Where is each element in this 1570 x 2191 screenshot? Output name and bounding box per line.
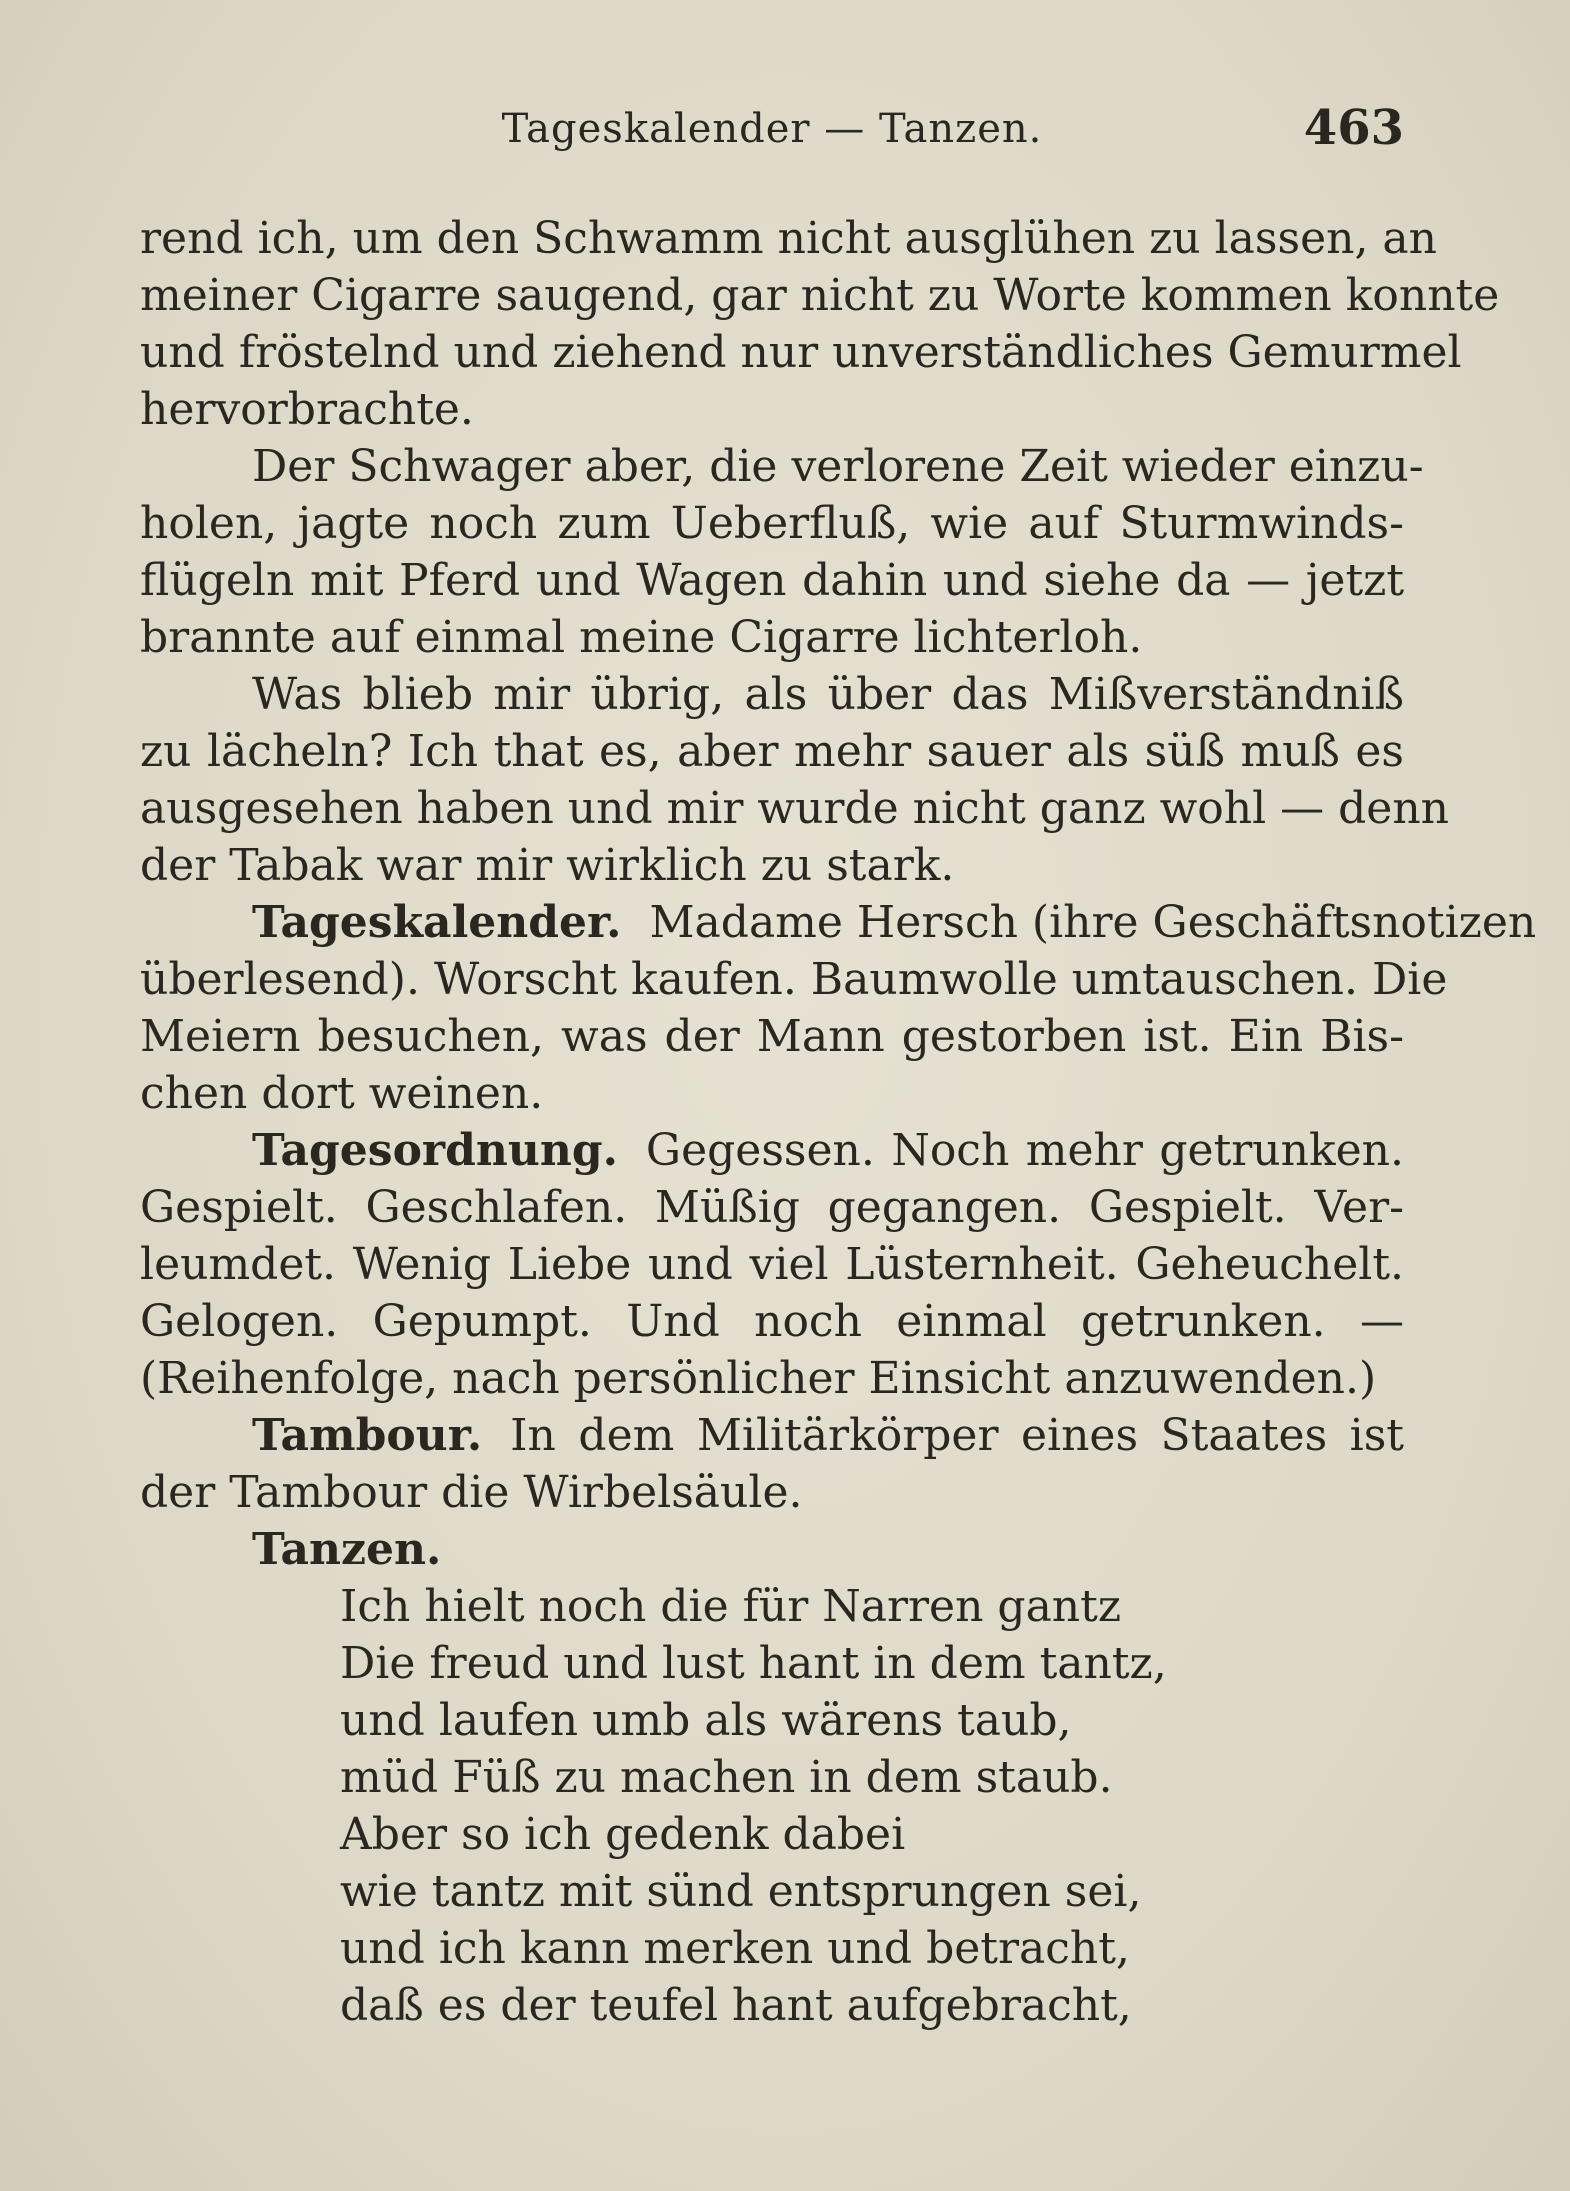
text-line: chen dort weinen. [140, 1068, 544, 1119]
text-line: brannte auf einmal meine Cigarre lichterloh. [140, 612, 1143, 663]
text-line: und fröstelnd und ziehend nur unverständliches Gemurmel [140, 327, 1462, 378]
entry-heading: Tageskalender. [252, 897, 622, 948]
entry-first-line [140, 1122, 1404, 1179]
entry-tambour [140, 1407, 1404, 1521]
text-line: ausgesehen haben und mir wurde nicht ganz wohl — denn [140, 783, 1450, 834]
verse-line: und ich kann merken und betracht, [340, 1923, 1130, 1974]
text-line: Meiern besuchen, was der Mann gestorben ist. Ein Bis- [140, 1011, 1404, 1062]
paragraph-schwager [140, 438, 1424, 666]
text-line: der Tambour die Wirbelsäule. [140, 1467, 803, 1518]
text-line: rend ich, um den Schwamm nicht ausglühen zu lassen, an [140, 213, 1437, 264]
entry-heading: Tanzen. [252, 1524, 442, 1575]
text-line: flügeln mit Pferd und Wagen dahin und siehe da — jetzt [140, 555, 1404, 606]
verse-line: wie tantz mit sünd entsprungen sei, [340, 1866, 1142, 1917]
verse-line: müd Füß zu machen in dem staub. [340, 1752, 1113, 1803]
text-line: holen, jagte noch zum Ueberfluß, wie auf Sturmwinds- [140, 498, 1404, 549]
text-line: (Reihenfolge, nach persönlicher Einsicht anzuwenden.) [140, 1353, 1377, 1404]
continuation-paragraph [140, 210, 1500, 438]
entry-tanzen [140, 1521, 1404, 2034]
entry-first-line [140, 1521, 1404, 1578]
entry-tagesordnung [140, 1122, 1404, 1407]
entry-heading: Tambour. [252, 1410, 483, 1461]
text-line: leumdet. Wenig Liebe und viel Lüsternheit. Geheuchelt. [140, 1239, 1404, 1290]
verse-line: Die freud und lust hant in dem tantz, [340, 1638, 1167, 1689]
text-line: Gespielt. Geschlafen. Müßig gegangen. Gespielt. Ver- [140, 1182, 1404, 1233]
entry-first-line [140, 1407, 1404, 1464]
text-line: der Tabak war mir wirklich zu stark. [140, 840, 955, 891]
text-line: meiner Cigarre saugend, gar nicht zu Worte kommen konnte [140, 270, 1500, 321]
entry-tageskalender [140, 894, 1537, 1122]
page-number: 463 [1303, 100, 1404, 156]
entry-text: In dem Militärkörper eines Staates ist [510, 1410, 1404, 1461]
running-title: Tageskalender — Tanzen. [501, 106, 1043, 152]
text-line: Gelogen. Gepumpt. Und noch einmal getrunken. — [140, 1296, 1404, 1347]
text-line: Was blieb mir übrig, als über das Mißverständniß [252, 669, 1404, 720]
text-line: überlesend). Worscht kaufen. Baumwolle umtauschen. Die [140, 954, 1448, 1005]
verse-line: und laufen umb als wärens taub, [340, 1695, 1072, 1746]
text-line: zu lächeln? Ich that es, aber mehr sauer als süß muß es [140, 726, 1404, 777]
verse-line: daß es der teufel hant aufgebracht, [340, 1980, 1132, 2031]
entry-text: Gegessen. Noch mehr getrunken. [645, 1125, 1404, 1176]
verse-block [140, 1578, 1404, 2034]
entry-heading: Tagesordnung. [252, 1125, 618, 1176]
verse-line: Aber so ich gedenk dabei [340, 1809, 906, 1860]
text-line: hervorbrachte. [140, 384, 474, 435]
paragraph-laecheln [140, 666, 1450, 894]
page-header [140, 100, 1404, 170]
verse-line: Ich hielt noch die für Narren gantz [340, 1581, 1121, 1632]
entry-text: Madame Hersch (ihre Geschäftsnotizen [649, 897, 1537, 948]
body-text [140, 210, 1537, 2034]
text-line: Der Schwager aber, die verlorene Zeit wieder einzu- [252, 441, 1424, 492]
entry-first-line [140, 894, 1537, 951]
